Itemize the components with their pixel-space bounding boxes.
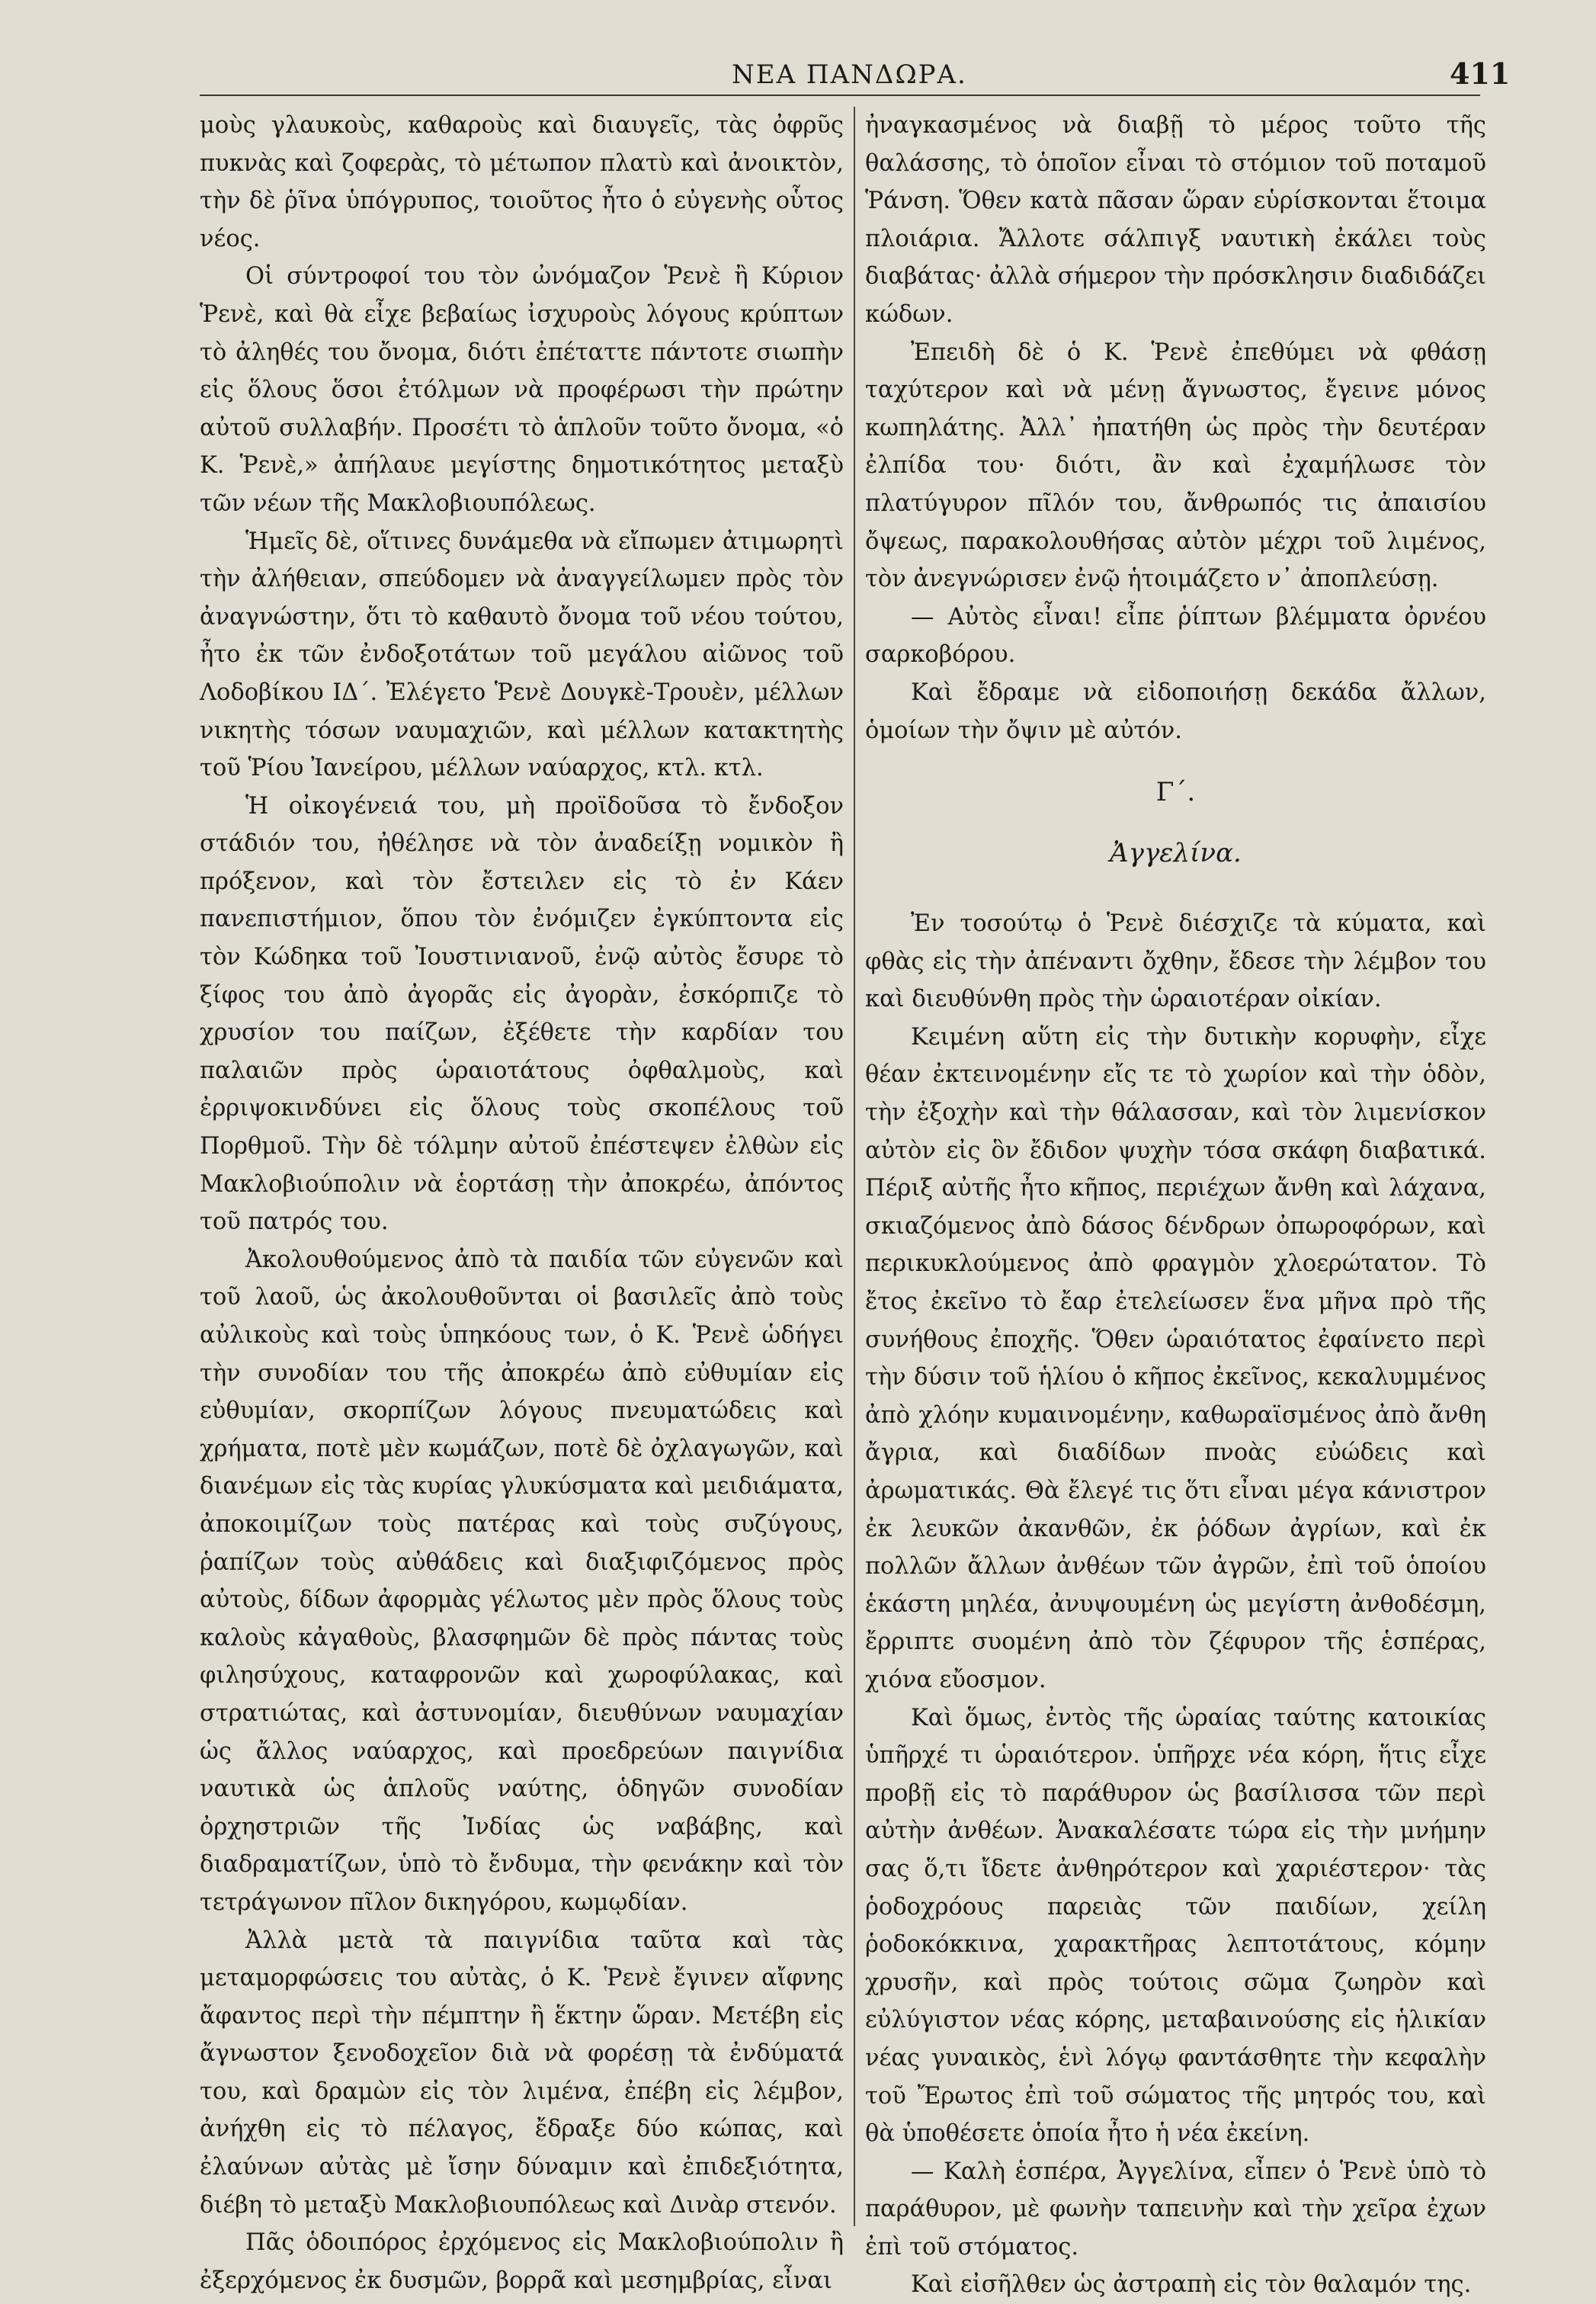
left-paragraph-7: Πᾶς ὁδοιπόρος ἐρχόμενος εἰς Μακλοβιούπολιν ἢ ἐξερχόμενος ἐκ δυσμῶν, βορρᾶ καὶ μεσημβρίας, εἶναι: [200, 2229, 844, 2294]
header-rule: [200, 95, 1480, 96]
right-paragraph-1: ἠναγκασμένος νὰ διαβῇ τὸ μέρος τοῦτο τῆς θαλάσσης, τὸ ὁποῖον εἶναι τὸ στόμιον τοῦ ποταμοῦ Ῥάνση. Ὅθεν κατὰ πᾶσαν ὥραν εὑρίσκονται ἕτοιμα πλοιάρια. Ἄλλοτε σάλπιγξ ναυτικὴ ἐκάλει τοὺς διαβάτας· ἀλλὰ σήμερον τὴν πρόσκλησιν διαδιδάζει κώδων.: [865, 112, 1486, 328]
right-paragraph-3: — Αὐτὸς εἶναι! εἶπε ῥίπτων βλέμματα ὀρνέου σαρκοβόρου.: [865, 603, 1486, 669]
right-paragraph-4: Καὶ ἔδραμε νὰ εἰδοποιήσῃ δεκάδα ἄλλων, ὁμοίων τὴν ὄψιν μὲ αὐτόν.: [865, 679, 1486, 744]
right-paragraph-5: Ἐν τοσούτῳ ὁ Ῥενὲ διέσχιζε τὰ κύματα, καὶ φθὰς εἰς τὴν ἀπέναντι ὄχθην, ἔδεσε τὴν λέμβον του καὶ διευθύνθη πρὸς τὴν ὡραιοτέραν οἰκίαν.: [865, 910, 1486, 1013]
left-paragraph-1: μοὺς γλαυκοὺς, καθαροὺς καὶ διαυγεῖς, τὰς ὀφρῦς πυκνὰς καὶ ζοφερὰς, τὸ μέτωπον πλατὺ καὶ ἀνοικτὸν, τὴν δὲ ῥῖνα ὑπόγρυπος, τοιοῦτος ἦτο ὁ εὐγενὴς οὗτος νέος.: [200, 112, 844, 252]
page-number: 411: [1450, 56, 1511, 91]
page-header: [0, 56, 1596, 98]
column-divider: [854, 107, 855, 2226]
left-column: [200, 107, 844, 2299]
left-paragraph-2: Οἱ σύντροφοί του τὸν ὠνόμαζον Ῥενὲ ἢ Κύριον Ῥενὲ, καὶ θὰ εἶχε βεβαίως ἰσχυροὺς λόγους κρύπτων τὸ ἀληθές του ὄνομα, διότι ἐπέταττε πάντοτε σιωπὴν εἰς ὅλους ὅσοι ἐτόλμων νὰ προφέρωσι τὴν πρώτην αὐτοῦ συλλαβήν. Προσέτι τὸ ἁπλοῦν τοῦτο ὄνομα, «ὁ Κ. Ῥενὲ,» ἀπήλαυε μεγίστης δημοτικότητος μεταξὺ τῶν νέων τῆς Μακλοβιουπόλεως.: [200, 263, 844, 517]
left-paragraph-4: Ἡ οἰκογένειά του, μὴ προϊδοῦσα τὸ ἔνδοξον στάδιόν του, ἠθέλησε νὰ τὸν ἀναδείξῃ νομικὸν ἢ πρόξενον, καὶ τὸν ἔστειλεν εἰς τὸ ἐν Κάεν πανεπιστήμιον, ὅπου τὸν ἐνόμιζεν ἐγκύπτοντα εἰς τὸν Κώδηκα τοῦ Ἰουστινιανοῦ, ἐνῷ αὐτὸς ἔσυρε τὸ ξίφος του ἀπὸ ἀγορᾶς εἰς ἀγορὰν, ἐσκόρπιζε τὸ χρυσίον του παίζων, ἐξέθετε τὴν καρδίαν του παλαιῶν πρὸς ὡραιοτάτους ὀφθαλμοὺς, καὶ ἐρριψοκινδύνει εἰς ὅλους τοὺς σκοπέλους τοῦ Πορθμοῦ. Τὴν δὲ τόλμην αὐτοῦ ἐπέστεψεν ἐλθὼν εἰς Μακλοβιούπολιν νὰ ἑορτάσῃ τὴν ἀποκρέω, ἀπόντος τοῦ πατρός του.: [200, 792, 844, 1236]
left-paragraph-3: Ἡμεῖς δὲ, οἵτινες δυνάμεθα νὰ εἴπωμεν ἀτιμωρητὶ τὴν ἀλήθειαν, σπεύδομεν νὰ ἀναγγείλωμεν πρὸς τὸν ἀναγνώστην, ὅτι τὸ καθαυτὸ ὄνομα τοῦ νέου τούτου, ἦτο ἐκ τῶν ἐνδοξοτάτων τοῦ μεγάλου αἰῶνος τοῦ Λοδοβίκου ΙΔ΄. Ἐλέγετο Ῥενὲ Δουγκὲ-Τρουὲν, μέλλων νικητὴς τόσων ναυμαχιῶν, καὶ μέλλων κατακτητὴς τοῦ Ῥίου Ἰανείρου, μέλλων ναύαρχος, κτλ. κτλ.: [200, 528, 844, 782]
left-paragraph-5: Ἀκολουθούμενος ἀπὸ τὰ παιδία τῶν εὐγενῶν καὶ τοῦ λαοῦ, ὡς ἀκολουθοῦνται οἱ βασιλεῖς ἀπὸ τοὺς αὐλικοὺς καὶ τοὺς ὑπηκόους των, ὁ Κ. Ῥενὲ ὡδήγει τὴν συνοδίαν του τῆς ἀποκρέω ἀπὸ εὐθυμίαν εἰς εὐθυμίαν, σκορπίζων λόγους πνευματώδεις καὶ χρήματα, ποτὲ μὲν κωμάζων, ποτὲ δὲ ὀχλαγωγῶν, καὶ διανέμων εἰς τὰς κυρίας γλυκύσματα καὶ μειδιάματα, ἀποκοιμίζων τοὺς πατέρας καὶ τοὺς συζύγους, ῥαπίζων τοὺς αὐθάδεις καὶ διαξιφιζόμενος πρὸς αὐτοὺς, δίδων ἀφορμὰς γέλωτος μὲν πρὸς ὅλους τοὺς καλοὺς κἀγαθοὺς, βλασφημῶν δὲ πρὸς πάντας τοὺς φιλησύχους, καταφρονῶν καὶ χωροφύλακας, καὶ στρατιώτας, καὶ ἀστυνομίαν, διευθύνων ναυμαχίαν ὡς ἄλλος ναύαρχος, καὶ προεδρεύων παιγνίδια ναυτικὰ ὡς ἁπλοῦς ναύτης, ὁδηγῶν συνοδίαν ὀρχηστριῶν τῆς Ἰνδίας ὡς ναβάβης, καὶ διαδραματίζων, ὑπὸ τὸ ἔνδυμα, τὴν φενάκην καὶ τὸν τετράγωνον πῖλον δικηγόρου, κωμῳδίαν.: [200, 1246, 844, 1916]
right-paragraph-9: Καὶ εἰσῆλθεν ὡς ἀστραπὴ εἰς τὸν θαλαμόν της.: [911, 2271, 1472, 2299]
right-paragraph-7: Καὶ ὅμως, ἐντὸς τῆς ὡραίας ταύτης κατοικίας ὑπῆρχέ τι ὡραιότερον. ὑπῆρχε νέα κόρη, ἥτις εἶχε προβῇ εἰς τὸ παράθυρον ὡς βασίλισσα τῶν περὶ αὐτὴν ἀνθέων. Ἀνακαλέσατε τώρα εἰς τὴν μνήμην σας ὅ,τι ἴδετε ἀνθηρότερον καὶ χαριέστερον· τὰς ῥοδοχρόους παρειὰς τῶν παιδίων, χείλη ῥοδοκόκκινα, χαρακτῆρας λεπτοτάτους, κόμην χρυσῆν, καὶ πρὸς τούτοις σῶμα ζωηρὸν καὶ εὐλύγιστον νέας κόρης, μεταβαινούσης εἰς ἡλικίαν νέας γυναικὸς, ἑνὶ λόγῳ φαντάσθητε τὴν κεφαλὴν τοῦ Ἔρωτος ἐπὶ τοῦ σώματος τῆς μητρός του, καὶ θὰ ὑποθέσετε ὁποία ἦτο ἡ νέα ἐκείνη.: [865, 1704, 1486, 2148]
section-title: Ἀγγελίνα.: [1110, 838, 1242, 869]
right-paragraph-8: — Καλὴ ἑσπέρα, Ἀγγελίνα, εἶπεν ὁ Ῥενὲ ὑπὸ τὸ παράθυρον, μὲ φωνὴν ταπεινὴν καὶ τὴν χεῖρα ἐχων ἐπὶ τοῦ στόματος.: [865, 2158, 1486, 2261]
right-paragraph-2: Ἐπειδὴ δὲ ὁ Κ. Ῥενὲ ἐπεθύμει νὰ φθάσῃ ταχύτερον καὶ νὰ μένῃ ἄγνωστος, ἔγεινε μόνος κωπηλάτης. Ἀλλ᾽ ἠπατήθη ὡς πρὸς τὴν δευτέραν ἐλπίδα του· διότι, ἂν καὶ ἐχαμήλωσε τὸν πλατύγυρον πῖλόν του, ἄνθρωπός τις ἀπαισίου ὄψεως, παρακολουθήσας αὐτὸν μέχρι τοῦ λιμένος, τὸν ἀνεγνώρισεν ἐνῷ ἡτοιμάζετο ν᾽ ἀποπλεύσῃ.: [865, 339, 1486, 593]
right-column: [865, 107, 1486, 2304]
running-title: ΝΕΑ ΠΑΝΔΩΡΑ.: [732, 59, 967, 90]
section-number: Γ΄.: [1155, 777, 1196, 808]
left-paragraph-6: Ἀλλὰ μετὰ τὰ παιγνίδια ταῦτα καὶ τὰς μεταμορφώσεις του αὐτὰς, ὁ Κ. Ῥενὲ ἔγινεν αἴφνης ἄφαντος περὶ τὴν πέμπτην ἢ ἕκτην ὥραν. Μετέβη εἰς ἄγνωστον ξενοδοχεῖον διὰ νὰ φορέσῃ τὰ ἐνδύματά του, καὶ δραμὼν εἰς τὸν λιμένα, ἐπέβη εἰς λέμβον, ἀνήχθη εἰς τὸ πέλαγος, ἔδραξε δύο κώπας, καὶ ἐλαύνων αὐτὰς μὲ ἴσην δύναμιν καὶ ἐπιδεξιότητα, διέβη τὸ μεταξὺ Μακλοβιουπόλεως καὶ Δινὰρ στενόν.: [200, 1927, 844, 2219]
right-paragraph-6: Κειμένη αὕτη εἰς τὴν δυτικὴν κορυφὴν, εἶχε θέαν ἐκτεινομένην εἴς τε τὸ χωρίον καὶ τὴν ὁδὸν, τὴν ἐξοχὴν καὶ τὴν θάλασσαν, καὶ τὸν λιμενίσκον αὐτὸν εἰς ὃν ἔδιδον ψυχὴν τόσα σκάφη διαβατικά. Πέριξ αὐτῆς ἦτο κῆπος, περιέχων ἄνθη καὶ λάχανα, σκιαζόμενος ἀπὸ δάσος δένδρων ὀπωροφόρων, καὶ περικυκλούμενος ἀπὸ φραγμὸν χλοερώτατον. Τὸ ἔτος ἐκεῖνο τὸ ἔαρ ἐτελείωσεν ἕνα μῆνα πρὸ τῆς συνήθους ἐποχῆς. Ὅθεν ὡραιότατος ἐφαίνετο περὶ τὴν δύσιν τοῦ ἡλίου ὁ κῆπος ἐκεῖνος, κεκαλυμμένος ἀπὸ χλόην κυμαινομένην, καθωραϊσμένος ἀπὸ ἄνθη ἄγρια, καὶ διαδίδων πνοὰς εὐώδεις καὶ ἀρωματικάς. Θὰ ἔλεγέ τις ὅτι εἶναι μέγα κάνιστρον ἐκ λευκῶν ἀκανθῶν, ἐκ ῥόδων ἀγρίων, καὶ ἐκ πολλῶν ἄλλων ἀνθέων τῶν ἀγρῶν, ἐπὶ τοῦ ὁποίου ἑκάστη μηλέα, ἀνυψουμένη ὡς μεγίστη ἀνθοδέσμη, ἔρριπτε συομένη ἀπὸ τὸν ζέφυρον τῆς ἑσπέρας, χιόνα εὔοσμον.: [865, 1023, 1486, 1693]
